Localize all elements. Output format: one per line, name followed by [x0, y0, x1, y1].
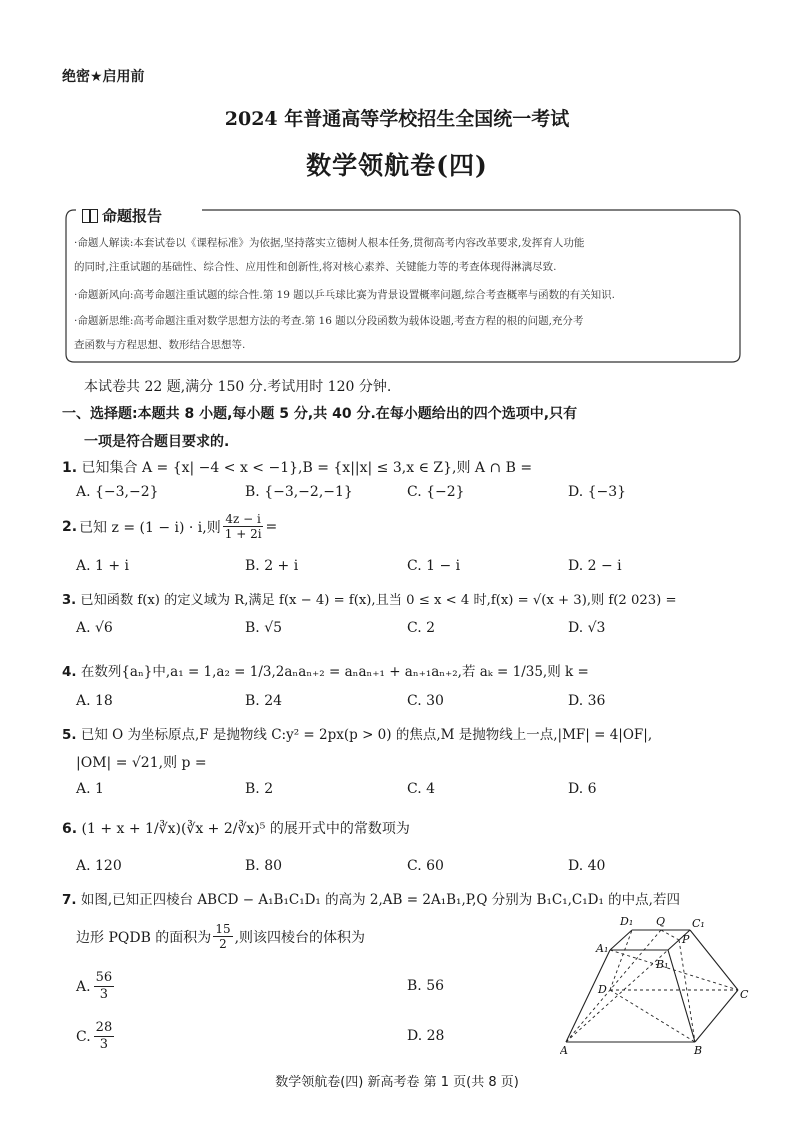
- frustum-figure: [560, 910, 760, 1060]
- q7-option-c: [76, 1020, 114, 1053]
- fraction-numerator: 4z − i: [225, 512, 261, 526]
- q1-option-a: A. {−3,−2}: [76, 484, 159, 500]
- question-text: 如图,已知正四棱台 ABCD − A₁B₁C₁D₁ 的高为 2,AB = 2A₁B₁,P,Q 分别为 B₁C₁,C₁D₁ 的中点,若四: [80, 892, 680, 908]
- section-heading-line-1: 一、选择题:本题共 8 小题,每小题 5 分,共 40 分.在每小题给出的四个选项中,只有: [62, 406, 578, 422]
- q5-option-b: B. 2: [245, 781, 274, 797]
- q3-option-b: B. √5: [245, 620, 283, 636]
- question-text: 已知集合 A = {x| −4 < x < −1},B = {x||x| ≤ 3,x ∈ Z},则 A ∩ B =: [81, 460, 533, 476]
- seg-pb-hidden: [679, 940, 695, 1042]
- diag2-hidden: [610, 950, 738, 990]
- edge-bc: [695, 990, 738, 1042]
- q3-option-c: C. 2: [407, 620, 436, 636]
- question-text: 已知 z = (1 − i) · i,则: [79, 519, 221, 536]
- q7-option-b: B. 56: [407, 978, 445, 994]
- fraction-numerator: 15: [215, 922, 231, 936]
- report-box: [62, 209, 742, 364]
- question-number: 6.: [62, 821, 78, 837]
- q7-option-a: [76, 970, 114, 1003]
- fraction: [94, 970, 115, 1003]
- fraction-numerator: 28: [95, 1020, 113, 1035]
- fraction: [213, 922, 232, 951]
- section-heading-line-2: 一项是符合题目要求的.: [84, 434, 230, 450]
- question-text: 边形 PQDB 的面积为: [76, 929, 212, 946]
- fraction-denominator: 1 + 2i: [224, 527, 262, 541]
- question-text-tail: =: [265, 518, 278, 535]
- q4-option-c: C. 30: [407, 693, 444, 709]
- label-p: P: [682, 933, 690, 946]
- edge-dd1-hidden: [610, 930, 632, 990]
- secret-mark: 绝密★启用前: [62, 69, 145, 85]
- question-4: [62, 660, 589, 680]
- question-6: [62, 818, 410, 838]
- question-3: [62, 589, 677, 608]
- question-text: 已知 O 为坐标原点,F 是抛物线 C:y² = 2px(p > 0) 的焦点,M 是抛物线上一点,|MF| = 4|OF|,: [80, 727, 653, 743]
- fraction: [94, 1020, 115, 1053]
- seg-qd-hidden: [610, 930, 661, 990]
- question-number: 5.: [62, 727, 77, 743]
- edge-d1a1: [610, 930, 632, 950]
- page-footer: 数学领航卷(四) 新高考卷 第 1 页(共 8 页): [275, 1075, 519, 1090]
- report-line-5: 查函数与方程思想、数形结合思想等.: [74, 339, 246, 351]
- q5-option-d: D. 6: [568, 781, 597, 797]
- report-line-2: 的同时,注重试题的基础性、综合性、应用性和创新性,将对核心素养、关键能力等的考查体现得淋漓尽致.: [74, 261, 557, 273]
- label-c: C: [740, 988, 749, 1001]
- q2-option-c: C. 1 − i: [407, 558, 461, 574]
- label-b1: B₁: [656, 958, 669, 971]
- q1-option-d: D. {−3}: [568, 484, 627, 500]
- report-heading-text: 命题报告: [102, 207, 163, 225]
- q3-option-a: A. √6: [76, 620, 113, 636]
- q5-option-a: A. 1: [76, 781, 104, 797]
- q3-option-d: D. √3: [568, 620, 606, 636]
- fraction-denominator: 2: [219, 937, 227, 951]
- book-icon: [82, 209, 98, 223]
- question-number: 7.: [62, 892, 77, 908]
- label-a: A: [560, 1044, 568, 1057]
- q7-option-d: D. 28: [407, 1028, 445, 1044]
- question-2: [62, 512, 277, 541]
- label-c1: C₁: [692, 917, 705, 930]
- question-number: 3.: [62, 593, 77, 608]
- exam-subtitle: 数学领航卷(四): [306, 151, 488, 180]
- edge-aa1: [566, 950, 610, 1042]
- exam-intro: 本试卷共 22 题,满分 150 分.考试用时 120 分钟.: [84, 379, 392, 395]
- question-text-tail: ,则该四棱台的体积为: [234, 929, 366, 946]
- report-line-3: ·命题新风向:高考命题注重试题的综合性.第 19 题以乒乓球比赛为背景设置概率问题,综合考查概率与函数的有关知识.: [74, 289, 615, 301]
- q1-option-c: C. {−2}: [407, 484, 465, 500]
- option-label: C.: [76, 1028, 91, 1045]
- edge-ad-hidden: [566, 990, 610, 1042]
- report-line-1: ·命题人解读:本套试卷以《课程标准》为依据,坚持落实立德树人根本任务,贯彻高考内容改革要求,发挥育人功能: [74, 237, 585, 249]
- question-1: [62, 457, 532, 477]
- label-q: Q: [656, 915, 666, 928]
- question-text: 在数列{aₙ}中,a₁ = 1,a₂ = 1/3,2aₙaₙ₊₂ = aₙaₙ₊₁ + aₙ₊₁aₙ₊₂,若 aₖ = 1/35,则 k =: [80, 664, 589, 680]
- seg-qp-hidden: [661, 930, 679, 940]
- exam-title: 2024 年普通高等学校招生全国统一考试: [224, 108, 570, 130]
- question-text: 已知函数 f(x) 的定义域为 R,满足 f(x − 4) = f(x),且当 0 ≤ x < 4 时,f(x) = √(x + 3),则 f(2 023) =: [80, 593, 677, 608]
- question-text: (1 + x + 1/∛x)(∛x + 2/∛x)⁵ 的展开式中的常数项为: [81, 821, 410, 837]
- label-a1: A₁: [596, 942, 609, 955]
- label-d1: D₁: [620, 915, 634, 928]
- q4-option-d: D. 36: [568, 693, 606, 709]
- question-7-line-2: [76, 922, 365, 951]
- fraction-numerator: 56: [95, 970, 113, 985]
- question-5-line-2: |OM| = √21,则 p =: [76, 755, 207, 771]
- q6-option-a: A. 120: [76, 858, 122, 874]
- question-5: [62, 723, 652, 743]
- q2-option-d: D. 2 − i: [568, 558, 622, 574]
- q6-option-b: B. 80: [245, 858, 283, 874]
- label-d: D: [598, 983, 607, 996]
- q6-option-d: D. 40: [568, 858, 606, 874]
- report-line-4: ·命题新思维:高考命题注重对数学思想方法的考查.第 16 题以分段函数为载体设题,考查方程的根的问题,充分考: [74, 315, 584, 327]
- question-number: 1.: [62, 460, 78, 476]
- fraction-denominator: 3: [99, 1037, 109, 1052]
- question-7: [62, 888, 680, 908]
- question-number: 4.: [62, 664, 77, 680]
- edge-cc1: [690, 930, 738, 990]
- report-heading: [80, 205, 168, 226]
- q1-option-b: B. {−3,−2,−1}: [245, 484, 353, 500]
- q4-option-a: A. 18: [76, 693, 113, 709]
- fraction: [223, 512, 264, 541]
- q6-option-c: C. 60: [407, 858, 444, 874]
- q5-option-c: C. 4: [407, 781, 436, 797]
- question-number: 2.: [62, 518, 78, 535]
- q4-option-b: B. 24: [245, 693, 283, 709]
- q2-option-b: B. 2 + i: [245, 558, 299, 574]
- fraction-denominator: 3: [99, 987, 108, 1002]
- option-label: A.: [76, 978, 91, 995]
- q2-option-a: A. 1 + i: [76, 558, 130, 574]
- label-b: B: [694, 1044, 703, 1057]
